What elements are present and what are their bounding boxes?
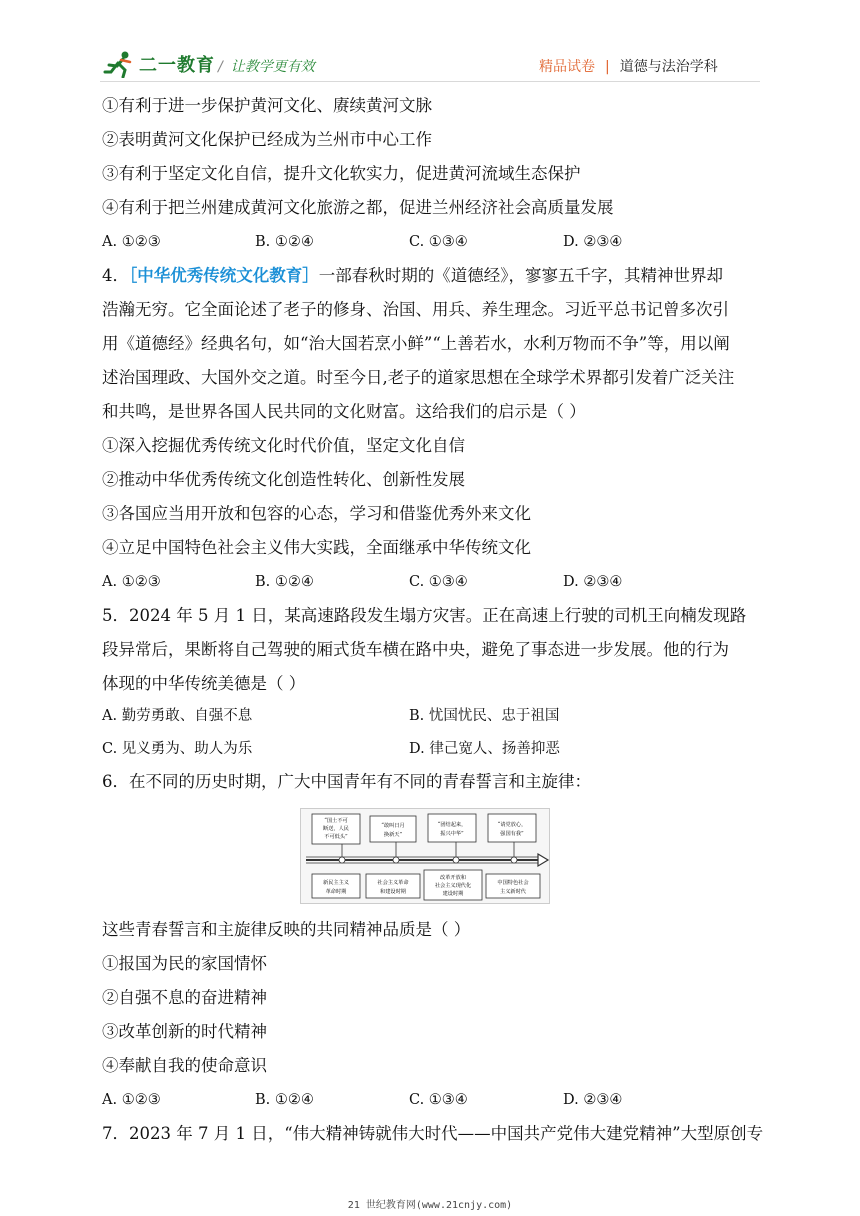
q5-option-b: B. 忧国忧民、忠于祖国 [409,708,560,724]
period-3-line-2: 社会主义现代化 [434,883,472,889]
q6-option-b: B. ①②④ [255,1092,314,1108]
q6-option-c: C. ①③④ [409,1092,468,1108]
q3-option-a: A. ①②③ [102,234,161,250]
q4-item-1: ①深入挖掘优秀传统文化时代价值，坚定文化自信 [102,436,465,455]
slogan-2-line-1: “敢叫日月 [381,823,405,829]
q4-option-a: A. ①②③ [102,574,161,590]
q4-item-2: ②推动中华优秀传统文化创造性转化、创新性发展 [102,470,465,489]
q5-stem-line-3: 体现的中华传统美德是（ ） [102,674,306,693]
q5-option-a: A. 勤劳勇敢、自强不息 [102,708,253,724]
header-separator: | [605,59,610,75]
q4-option-d: D. ②③④ [563,574,623,590]
header-subject-area [539,56,718,76]
q5-stem-line-2: 段异常后，果断将自己驾驶的厢式货车横在路中央，避免了事态进一步发展。他的行为 [102,640,729,659]
q3-option-c: C. ①③④ [409,234,468,250]
q3-item-1: ①有利于进一步保护黄河文化、赓续黄河文脉 [102,96,432,115]
period-4-line-2: 主义新时代 [500,889,526,895]
q3-item-3: ③有利于坚定文化自信，提升文化软实力，促进黄河流域生态保护 [102,164,581,183]
header-divider [100,81,760,82]
q6-item-2: ②自强不息的奋进精神 [102,988,267,1007]
q4-item-4: ④立足中国特色社会主义伟大实践，全面继承中华传统文化 [102,538,531,557]
period-box-1 [312,874,360,898]
q5-option-c: C. 见义勇为、助人为乐 [102,741,253,757]
slogan-4-line-1: “请党放心， [497,822,527,828]
q6-option-a: A. ①②③ [102,1092,161,1108]
period-box-2 [366,874,420,898]
q3-option-b: B. ①②④ [255,234,314,250]
q5-stem-line-1: 5．2024 年 5 月 1 日，某高速路段发生塌方灾害。正在高速上行驶的司机王向楠发现路 [102,606,747,625]
q4-stem-line-2: 浩瀚无穷。它全面论述了老子的修身、治国、用兵、养生理念。习近平总书记曾多次引 [102,300,729,319]
q4-stem-line-4: 述治国理政、大国外交之道。时至今日,老子的道家思想在全球学术界都引发着广泛关注 [102,368,735,387]
q4-stem-line-1 [102,266,723,286]
q4-item-3: ③各国应当用开放和包容的心态，学习和借鉴优秀外来文化 [102,504,531,523]
slogan-3-line-1: “团结起来， [437,822,467,828]
q4-number: 4． [102,266,129,285]
q6-option-d: D. ②③④ [563,1092,623,1108]
slogan-1-line-2: 断送，人民 [323,826,349,832]
site-logo [103,50,215,78]
period-box-4 [486,874,540,898]
q6-question: 这些青春誓言和主旋律反映的共同精神品质是（ ） [102,920,471,939]
slogan-1-line-3: 不可低头” [324,834,348,840]
q6-item-1: ①报国为民的家国情怀 [102,954,267,973]
period-2-line-2: 和建设时期 [380,889,406,895]
slogan-3-line-2: 振兴中华” [440,831,464,837]
premium-tag: 精品试卷 [539,59,595,75]
period-3-line-1: 改革开放和 [440,875,466,881]
q6-item-3: ③改革创新的时代精神 [102,1022,267,1041]
q4-stem-line-5: 和共鸣，是世界各国人民共同的文化财富。这给我们的启示是（ ） [102,402,586,421]
period-box-3 [424,870,482,900]
q4-category-tag: ［中华优秀传统文化教育］ [129,266,319,285]
q4-stem-line-3: 用《道德经》经典名句，如“治大国若烹小鲜”“上善若水，水利万物而不争”等，用以阐 [102,334,730,353]
q4-option-b: B. ①②④ [255,574,314,590]
q7-stem-line-1: 7．2023 年 7 月 1 日，“伟大精神铸就伟大时代——中国共产党伟大建党精神”大型原创专 [102,1124,764,1143]
runner-logo-icon [103,50,137,78]
slogan-slash: / [218,59,223,75]
slogan-text: 让教学更有效 [230,59,315,75]
period-1-line-2: 革命时期 [325,889,347,895]
q6-item-4: ④奉献自我的使命意识 [102,1056,267,1075]
period-3-line-3: 建设时期 [442,891,464,897]
period-1-line-1: 新民主主义 [323,880,349,886]
subject-label: 道德与法治学科 [619,59,718,75]
period-4-line-1: 中国特色社会 [497,880,529,886]
youth-timeline-figure [300,808,550,904]
q5-option-d: D. 律己宽人、扬善抑恶 [409,741,560,757]
period-2-line-1: 社会主义革命 [377,880,409,886]
slogan-2-line-2: 换新天” [383,832,403,838]
q4-option-c: C. ①③④ [409,574,468,590]
q3-item-2: ②表明黄河文化保护已经成为兰州市中心工作 [102,130,432,149]
q4-stem-text-1: 一部春秋时期的《道德经》，寥寥五千字，其精神世界却 [318,266,723,285]
slogan [218,56,315,76]
q6-stem: 6．在不同的历史时期，广大中国青年有不同的青春誓言和主旋律： [102,772,591,791]
slogan-1-line-1: “国土不可 [324,818,348,824]
slogan-4-line-2: 强国有我” [500,831,524,837]
logo-text: 二一教育 [139,55,215,76]
q3-item-4: ④有利于把兰州建成黄河文化旅游之都，促进兰州经济社会高质量发展 [102,198,614,217]
footer-source: 21 世纪教育网(www.21cnjy.com) [347,1200,513,1211]
q3-option-d: D. ②③④ [563,234,623,250]
